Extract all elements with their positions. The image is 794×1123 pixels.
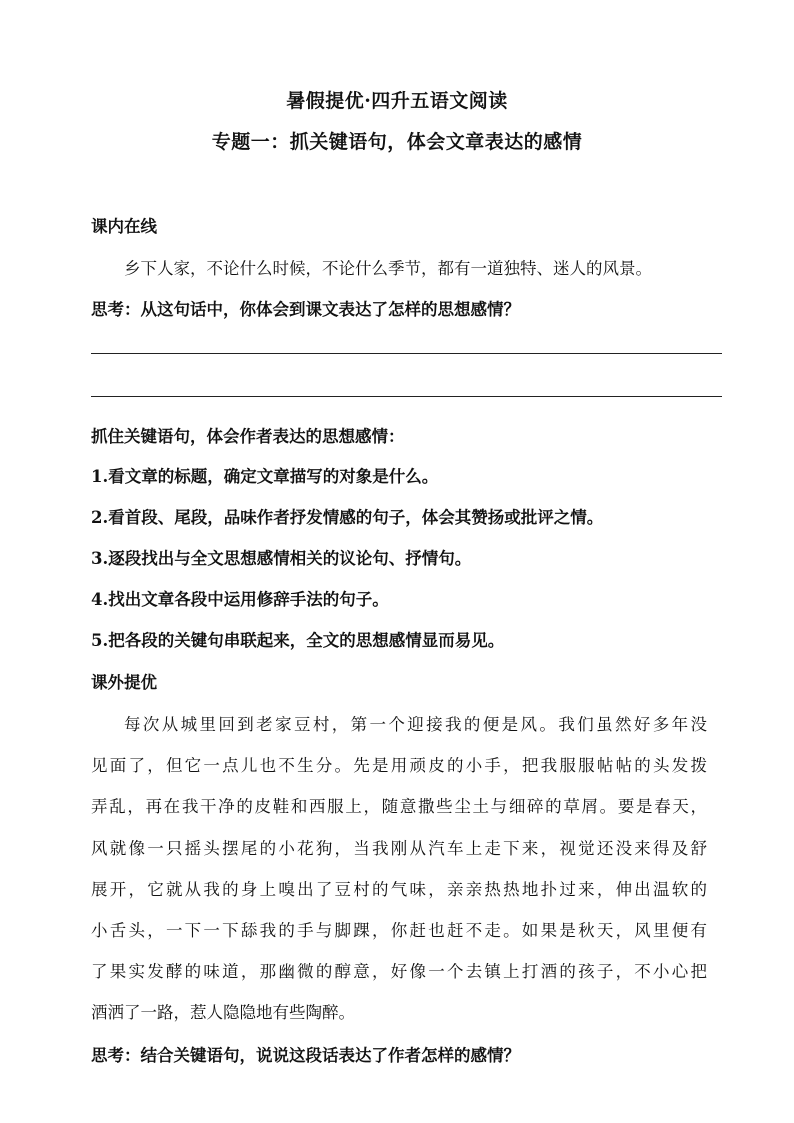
passage-line: 展开，它就从我的身上嗅出了豆村的气味，亲亲热热地扑过来，伸出温软的 [91,880,707,899]
page-title: 暑假提优·四升五语文阅读 [286,90,508,112]
answer-line[interactable] [91,396,722,397]
passage-line: 风就像一只摇头摆尾的小花狗，当我刚从汽车上走下来，视觉还没来得及舒 [91,839,707,858]
page-subtitle: 专题一：抓关键语句，体会文章表达的感情 [211,131,583,153]
answer-line[interactable] [91,353,722,354]
method-step: 2.看首段、尾段，品味作者抒发情感的句子，体会其赞扬或批评之情。 [91,508,604,527]
method-step: 3.逐段找出与全文思想感情相关的议论句、抒情句。 [91,549,472,568]
method-heading: 抓住关键语句，体会作者表达的思想感情： [91,427,405,446]
passage-line: 见面了，但它一点儿也不生分。先是用顽皮的小手，把我服服帖帖的头发拨 [91,756,707,775]
method-step: 5.把各段的关键句串联起来，全文的思想感情显而易见。 [91,631,505,650]
quoted-sentence: 乡下人家，不论什么时候，不论什么季节，都有一道独特、迷人的风景。 [124,259,652,278]
passage-line: 小舌头，一下一下舔我的手与脚踝，你赶也赶不走。如果是秋天，风里便有 [91,921,707,940]
passage-line: 每次从城里回到老家豆村，第一个迎接我的便是风。我们虽然好多年没 [124,715,707,734]
passage-line: 了果实发酵的味道，那幽微的醇意，好像一个去镇上打酒的孩子，不小心把 [91,962,707,981]
passage-line: 酒洒了一路，惹人隐隐地有些陶醉。 [91,1003,355,1022]
section-heading-extra: 课外提优 [91,673,157,692]
passage-line: 弄乱，再在我干净的皮鞋和西服上，随意撒些尘土与细碎的草屑。要是春天， [91,797,707,816]
method-step: 4.找出文章各段中运用修辞手法的句子。 [91,590,389,609]
method-step: 1.看文章的标题，确定文章描写的对象是什么。 [91,467,439,486]
question-in-class: 思考：从这句话中，你体会到课文表达了怎样的思想感情？ [91,300,520,319]
section-heading-in-class: 课内在线 [91,217,157,236]
question-extra: 思考：结合关键语句，说说这段话表达了作者怎样的感情？ [91,1046,520,1065]
